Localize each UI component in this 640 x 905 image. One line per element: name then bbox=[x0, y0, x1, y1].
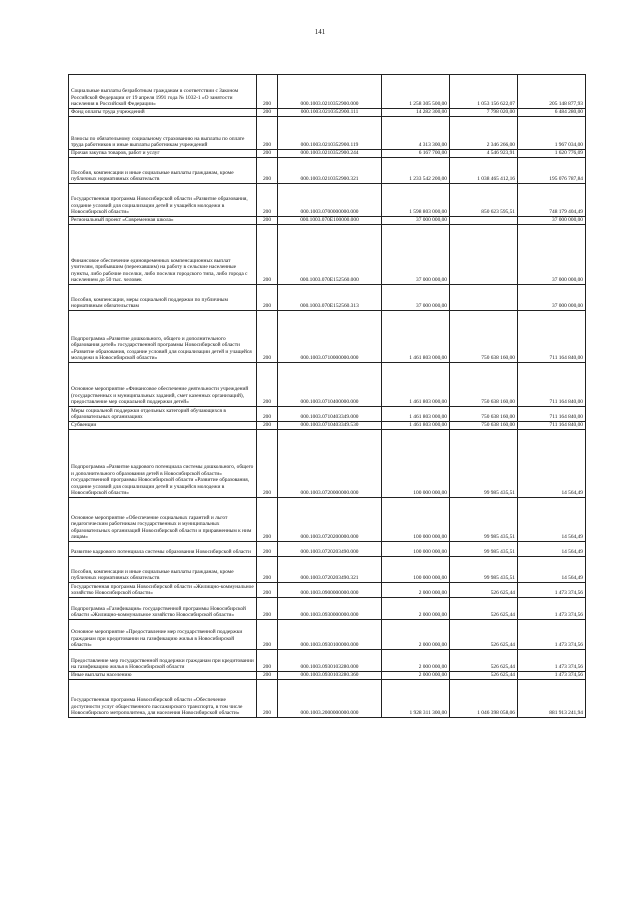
budget-table bbox=[68, 74, 586, 718]
table-row bbox=[69, 650, 586, 672]
row-executed-amount-cell: 750 638 160,00 bbox=[450, 363, 518, 407]
row-classification-code-cell: 000.1003.0700000000.000 bbox=[278, 184, 382, 217]
row-executed-amount-cell bbox=[450, 285, 518, 311]
table-row bbox=[69, 430, 586, 498]
table-row bbox=[69, 158, 586, 184]
row-executed-amount-cell: 99 985 435,51 bbox=[450, 557, 518, 583]
row-remaining-amount-cell: 14 564,49 bbox=[518, 542, 586, 557]
row-code-cell: 200 bbox=[257, 407, 278, 422]
row-code-cell: 200 bbox=[257, 620, 278, 650]
row-remaining-amount-cell: 1 473 374,56 bbox=[518, 598, 586, 620]
row-code-cell: 200 bbox=[257, 109, 278, 117]
row-classification-code-cell: 000.1003.070E152560.000 bbox=[278, 225, 382, 285]
row-approved-amount-cell: 37 000 000,00 bbox=[382, 217, 450, 225]
table-row bbox=[69, 583, 586, 598]
row-executed-amount-cell: 1 053 156 622,07 bbox=[450, 75, 518, 109]
row-remaining-amount-cell: 6 484 280,00 bbox=[518, 109, 586, 117]
table-row bbox=[69, 363, 586, 407]
row-approved-amount-cell: 1 461 803 000,00 bbox=[382, 363, 450, 407]
row-classification-code-cell: 000.1003.0210352900.111 bbox=[278, 109, 382, 117]
row-name-cell: Взносы по обязательному социальному страхованию на выплаты по оплате труда работников и иные выплаты работникам учреждений bbox=[69, 117, 257, 150]
row-classification-code-cell: 000.1003.0930103280.000 bbox=[278, 650, 382, 672]
row-code-cell: 200 bbox=[257, 363, 278, 407]
row-classification-code-cell: 000.1003.0210352900.000 bbox=[278, 75, 382, 109]
row-name-cell: Прочая закупка товаров, работ и услуг bbox=[69, 150, 257, 158]
table-row bbox=[69, 672, 586, 680]
table-row bbox=[69, 184, 586, 217]
row-classification-code-cell: 000.1003.0710000000.000 bbox=[278, 311, 382, 363]
row-name-cell: Предоставление мер государственной поддержки гражданам при кредитовании на газификацию жилья в Новосибирской области bbox=[69, 650, 257, 672]
row-name-cell: Подпрограмма «Газификация» государственной программы Новосибирской области «Жилищно-коммунальное хозяйство Новосибирской области» bbox=[69, 598, 257, 620]
row-code-cell: 200 bbox=[257, 557, 278, 583]
row-name-cell: Пособия, компенсации и иные социальные выплаты гражданам, кроме публичных нормативных обязательств bbox=[69, 158, 257, 184]
row-name-cell: Региональный проект «Современная школа» bbox=[69, 217, 257, 225]
row-classification-code-cell: 000.1003.0710400000.000 bbox=[278, 363, 382, 407]
row-approved-amount-cell: 6 167 700,00 bbox=[382, 150, 450, 158]
row-name-cell: Фонд оплаты труда учреждений bbox=[69, 109, 257, 117]
row-remaining-amount-cell: 1 620 776,09 bbox=[518, 150, 586, 158]
row-name-cell: Развитие кадрового потенциала системы образования Новосибирской области bbox=[69, 542, 257, 557]
row-approved-amount-cell: 100 000 000,00 bbox=[382, 542, 450, 557]
row-classification-code-cell: 000.1003.0900000000.000 bbox=[278, 583, 382, 598]
row-remaining-amount-cell: 711 164 840,00 bbox=[518, 407, 586, 422]
row-name-cell: Основное мероприятие «Предоставление мер государственной поддержки гражданам при кредитовании на газификацию жилья в Новосибирской области» bbox=[69, 620, 257, 650]
row-name-cell: Государственная программа Новосибирской области «Обеспечение доступности услуг общественного пассажирского транспорта, в том числе Новосибирского метрополитена, для населения Новосибирской области» bbox=[69, 680, 257, 718]
row-approved-amount-cell: 2 000 000,00 bbox=[382, 583, 450, 598]
table-row bbox=[69, 598, 586, 620]
row-remaining-amount-cell: 711 164 840,00 bbox=[518, 422, 586, 430]
table-row bbox=[69, 542, 586, 557]
row-approved-amount-cell: 1 928 311 300,00 bbox=[382, 680, 450, 718]
row-classification-code-cell: 000.1003.070E152560.313 bbox=[278, 285, 382, 311]
row-approved-amount-cell: 1 461 803 000,00 bbox=[382, 422, 450, 430]
row-code-cell: 200 bbox=[257, 158, 278, 184]
row-executed-amount-cell: 4 546 923,91 bbox=[450, 150, 518, 158]
row-name-cell: Субвенции bbox=[69, 422, 257, 430]
row-executed-amount-cell: 750 638 160,00 bbox=[450, 422, 518, 430]
row-code-cell: 200 bbox=[257, 75, 278, 109]
row-executed-amount-cell: 99 985 435,51 bbox=[450, 498, 518, 542]
row-remaining-amount-cell: 748 179 404,49 bbox=[518, 184, 586, 217]
table-row bbox=[69, 407, 586, 422]
row-classification-code-cell: 000.1003.0720200000.000 bbox=[278, 498, 382, 542]
table-row bbox=[69, 217, 586, 225]
row-classification-code-cell: 000.1003.0710403349.530 bbox=[278, 422, 382, 430]
table-row bbox=[69, 557, 586, 583]
row-approved-amount-cell: 100 000 000,00 bbox=[382, 557, 450, 583]
row-executed-amount-cell bbox=[450, 225, 518, 285]
row-remaining-amount-cell: 37 000 000,00 bbox=[518, 217, 586, 225]
row-name-cell: Финансовое обеспечение единовременных компенсационных выплат учителям, прибывшим (переехавшим) на работу в сельские населенные пункты, либо рабочие поселки, либо поселки городского типа, либо города с населением до 50 тыс. человек bbox=[69, 225, 257, 285]
row-classification-code-cell: 000.1003.070E100000.000 bbox=[278, 217, 382, 225]
row-approved-amount-cell: 2 000 000,00 bbox=[382, 672, 450, 680]
row-name-cell: Государственная программа Новосибирской области «Развитие образования, создание условий для социализации детей и учащейся молодежи в Новосибирской области» bbox=[69, 184, 257, 217]
row-remaining-amount-cell: 37 000 000,00 bbox=[518, 285, 586, 311]
row-executed-amount-cell: 99 985 435,51 bbox=[450, 430, 518, 498]
row-approved-amount-cell: 2 000 000,00 bbox=[382, 650, 450, 672]
row-remaining-amount-cell: 711 164 840,00 bbox=[518, 311, 586, 363]
row-code-cell: 200 bbox=[257, 498, 278, 542]
row-approved-amount-cell: 37 000 000,00 bbox=[382, 285, 450, 311]
row-approved-amount-cell: 1 233 542 200,00 bbox=[382, 158, 450, 184]
row-code-cell: 200 bbox=[257, 150, 278, 158]
row-executed-amount-cell: 1 046 398 058,06 bbox=[450, 680, 518, 718]
row-executed-amount-cell: 750 638 160,00 bbox=[450, 407, 518, 422]
row-approved-amount-cell: 100 000 000,00 bbox=[382, 430, 450, 498]
table-row bbox=[69, 680, 586, 718]
row-executed-amount-cell bbox=[450, 217, 518, 225]
row-code-cell: 200 bbox=[257, 225, 278, 285]
row-executed-amount-cell: 526 625,44 bbox=[450, 672, 518, 680]
row-remaining-amount-cell: 1 473 374,56 bbox=[518, 650, 586, 672]
row-code-cell: 200 bbox=[257, 680, 278, 718]
row-remaining-amount-cell: 1 473 374,56 bbox=[518, 672, 586, 680]
table-row bbox=[69, 75, 586, 109]
table-row bbox=[69, 225, 586, 285]
row-code-cell: 200 bbox=[257, 672, 278, 680]
row-executed-amount-cell: 1 038 465 412,16 bbox=[450, 158, 518, 184]
row-name-cell: Пособия, компенсации, меры социальной поддержки по публичным нормативным обязательствам bbox=[69, 285, 257, 311]
table-row bbox=[69, 285, 586, 311]
row-executed-amount-cell: 750 638 160,00 bbox=[450, 311, 518, 363]
row-remaining-amount-cell: 195 076 787,84 bbox=[518, 158, 586, 184]
row-name-cell: Государственная программа Новосибирской области «Жилищно-коммунальное хозяйство Новосибирской области» bbox=[69, 583, 257, 598]
row-remaining-amount-cell: 1 473 374,56 bbox=[518, 583, 586, 598]
row-executed-amount-cell: 526 625,44 bbox=[450, 583, 518, 598]
row-approved-amount-cell: 1 598 803 000,00 bbox=[382, 184, 450, 217]
row-executed-amount-cell: 526 625,44 bbox=[450, 620, 518, 650]
row-code-cell: 200 bbox=[257, 117, 278, 150]
table-row bbox=[69, 498, 586, 542]
table-row bbox=[69, 311, 586, 363]
table-row bbox=[69, 117, 586, 150]
row-approved-amount-cell: 4 313 300,00 bbox=[382, 117, 450, 150]
row-remaining-amount-cell: 14 564,49 bbox=[518, 498, 586, 542]
row-approved-amount-cell: 1 258 305 500,00 bbox=[382, 75, 450, 109]
row-name-cell: Социальные выплаты безработным гражданам в соответствии с Законом Российской Федерации от 19 апреля 1991 года № 1032-1 «О занятости населения в Российской Федерации» bbox=[69, 75, 257, 109]
row-approved-amount-cell: 1 461 803 000,00 bbox=[382, 407, 450, 422]
row-approved-amount-cell: 100 000 000,00 bbox=[382, 498, 450, 542]
row-code-cell: 200 bbox=[257, 598, 278, 620]
row-name-cell: Подпрограмма «Развитие кадрового потенциала системы дошкольного, общего и дополнительного образования детей в Новосибирской области» государственной программы Новосибирской области «Развитие образования, создание условий для социализации детей и учащейся молодежи в Новосибирской области» bbox=[69, 430, 257, 498]
table-row bbox=[69, 109, 586, 117]
row-classification-code-cell: 000.1003.0720203490.321 bbox=[278, 557, 382, 583]
row-executed-amount-cell: 526 625,44 bbox=[450, 650, 518, 672]
row-code-cell: 200 bbox=[257, 422, 278, 430]
row-classification-code-cell: 000.1003.0720203490.000 bbox=[278, 542, 382, 557]
row-classification-code-cell: 000.1003.0210352900.119 bbox=[278, 117, 382, 150]
row-classification-code-cell: 000.1003.0210352900.321 bbox=[278, 158, 382, 184]
budget-table-body bbox=[69, 75, 586, 718]
row-remaining-amount-cell: 14 564,49 bbox=[518, 430, 586, 498]
row-name-cell: Пособия, компенсации и иные социальные выплаты гражданам, кроме публичных нормативных обязательств bbox=[69, 557, 257, 583]
page-number: 141 bbox=[314, 28, 326, 36]
row-remaining-amount-cell: 1 967 034,00 bbox=[518, 117, 586, 150]
table-row bbox=[69, 620, 586, 650]
row-executed-amount-cell: 850 623 595,51 bbox=[450, 184, 518, 217]
row-classification-code-cell: 000.1003.2000000000.000 bbox=[278, 680, 382, 718]
row-remaining-amount-cell: 1 473 374,56 bbox=[518, 620, 586, 650]
row-executed-amount-cell: 7 798 020,00 bbox=[450, 109, 518, 117]
row-approved-amount-cell: 14 282 300,00 bbox=[382, 109, 450, 117]
row-code-cell: 200 bbox=[257, 217, 278, 225]
row-approved-amount-cell: 37 000 000,00 bbox=[382, 225, 450, 285]
row-remaining-amount-cell: 37 000 000,00 bbox=[518, 225, 586, 285]
row-remaining-amount-cell: 14 564,49 bbox=[518, 557, 586, 583]
table-row bbox=[69, 150, 586, 158]
row-code-cell: 200 bbox=[257, 583, 278, 598]
row-code-cell: 200 bbox=[257, 285, 278, 311]
row-code-cell: 200 bbox=[257, 650, 278, 672]
row-remaining-amount-cell: 881 913 241,94 bbox=[518, 680, 586, 718]
row-executed-amount-cell: 99 985 435,51 bbox=[450, 542, 518, 557]
row-approved-amount-cell: 1 461 803 000,00 bbox=[382, 311, 450, 363]
row-classification-code-cell: 000.1003.0930100000.000 bbox=[278, 620, 382, 650]
row-classification-code-cell: 000.1003.0930103280.360 bbox=[278, 672, 382, 680]
row-classification-code-cell: 000.1003.0210352900.244 bbox=[278, 150, 382, 158]
row-name-cell: Основное мероприятие «Финансовое обеспечение деятельности учреждений (государственных и муниципальных заданий, смет казенных организаций), предоставление мер социальной поддержки детей» bbox=[69, 363, 257, 407]
row-code-cell: 200 bbox=[257, 311, 278, 363]
row-executed-amount-cell: 2 346 266,00 bbox=[450, 117, 518, 150]
row-approved-amount-cell: 2 000 000,00 bbox=[382, 598, 450, 620]
row-name-cell: Основное мероприятие «Обеспечение социальных гарантий и льгот педагогическим работникам государственных и муниципальных образовательных организаций Новосибирской области и приравненным к ним лицам» bbox=[69, 498, 257, 542]
table-row bbox=[69, 422, 586, 430]
row-code-cell: 200 bbox=[257, 542, 278, 557]
row-code-cell: 200 bbox=[257, 430, 278, 498]
row-executed-amount-cell: 526 625,44 bbox=[450, 598, 518, 620]
row-remaining-amount-cell: 711 164 840,00 bbox=[518, 363, 586, 407]
row-classification-code-cell: 000.1003.0720000000.000 bbox=[278, 430, 382, 498]
row-name-cell: Меры социальной поддержки отдельных категорий обучающихся в образовательных организациях bbox=[69, 407, 257, 422]
row-approved-amount-cell: 2 000 000,00 bbox=[382, 620, 450, 650]
row-remaining-amount-cell: 205 148 877,93 bbox=[518, 75, 586, 109]
row-name-cell: Иные выплаты населению bbox=[69, 672, 257, 680]
row-name-cell: Подпрограмма «Развитие дошкольного, общего и дополнительного образования детей» государственной программы Новосибирской области «Развитие образования, создание условий для социализации детей и учащейся молодежи в Новосибирской области» bbox=[69, 311, 257, 363]
row-classification-code-cell: 000.1003.0930000000.000 bbox=[278, 598, 382, 620]
row-code-cell: 200 bbox=[257, 184, 278, 217]
row-classification-code-cell: 000.1003.0710403349.000 bbox=[278, 407, 382, 422]
